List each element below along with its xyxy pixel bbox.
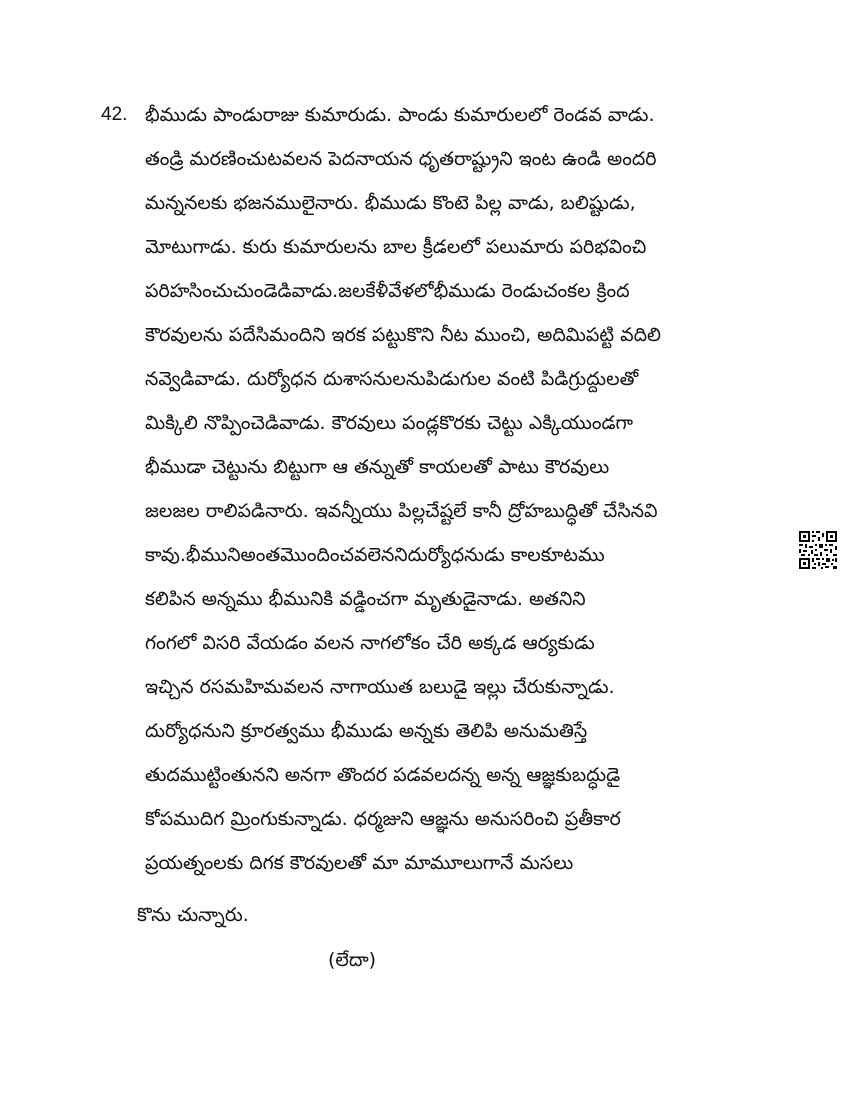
- answer-line: నవ్వెడివాడు. దుర్యోధన దుశాసనులనుపిడుగుల వంటి పిడిగ్రుద్దులతో: [145, 368, 639, 390]
- answer-line: మన్ననలకు భజనములైనారు. భీముడు కొంటె పిల్ల వాడు, బలిష్టుడు,: [145, 192, 636, 214]
- answer-line: భీముడు పాండురాజు కుమారుడు. పాండు కుమారులలో రెండవ వాడు.: [145, 104, 655, 126]
- answer-line: కలిపిన అన్నము భీమునికి వడ్డించగా మృతుడైనాడు. అతనిని: [145, 588, 586, 610]
- answer-line: భీముడా చెట్టును బిట్టుగా ఆ తన్నుతో కాయలతో పాటు కౌరవులు: [145, 456, 610, 478]
- answer-line: గంగలో విసరి వేయడం వలన నాగలోకం చేరి అక్కడ ఆర్యకుడు: [145, 632, 595, 654]
- answer-line: పరిహసించుచుండెడివాడు.జలకేళీవేళలోభీముడు రెండుచంకల క్రింద: [145, 280, 630, 302]
- answer-line: మిక్కిలి నొప్పించెడివాడు. కౌరవులు పండ్లకొరకు చెట్టు ఎక్కియుండగా: [145, 412, 634, 434]
- answer-line: కొను చున్నారు.: [137, 904, 249, 926]
- answer-line: కోపముదిగ మ్రింగుకున్నాడు. ధర్మజుని ఆజ్ఞను అనుసరించి ప్రతీకార: [145, 808, 621, 830]
- answer-line: దుర్యోధనుని క్రూరత్వము భీముడు అన్నకు తెలిపి అనుమతిస్తే: [145, 720, 588, 742]
- answer-line: జలజల రాలిపడినారు. ఇవన్నీయు పిల్లచేష్టలే కానీ ద్రోహబుద్ధితో చేసినవి: [145, 500, 658, 522]
- qr-code-icon: [798, 530, 838, 570]
- answer-line: కౌరవులను పదేసిమందిని ఇరక పట్టుకొని నీట ముంచి, అదిమిపట్టి వదిలి: [145, 324, 661, 346]
- answer-line: ఇచ్చిన రసమహిమవలన నాగాయుత బలుడై ఇల్లు చేరుకున్నాడు.: [145, 676, 615, 698]
- answer-line: కావు.భీమునిఅంతమొందించవలెననిదుర్యోధనుడు కాలకూటము: [145, 544, 605, 566]
- answer-line: తండ్రి మరణించుటవలన పెదనాయన ధృతరాష్ట్రుని ఇంట ఉండి అందరి: [145, 148, 657, 170]
- or-separator: (లేదా): [328, 949, 377, 971]
- answer-line: మోటుగాడు. కురు కుమారులను బాల క్రీడలలో పలుమారు పరిభవించి: [145, 236, 647, 258]
- question-number: 42.: [101, 104, 128, 125]
- answer-line: తుదముట్టింతునని అనగా తొందర పడవలదన్న అన్న ఆజ్ఞకుబద్ధుడై: [145, 764, 621, 786]
- answer-line: ప్రయత్నంలకు దిగక కౌరవులతో మా మామూలుగానే మసలు: [145, 852, 574, 874]
